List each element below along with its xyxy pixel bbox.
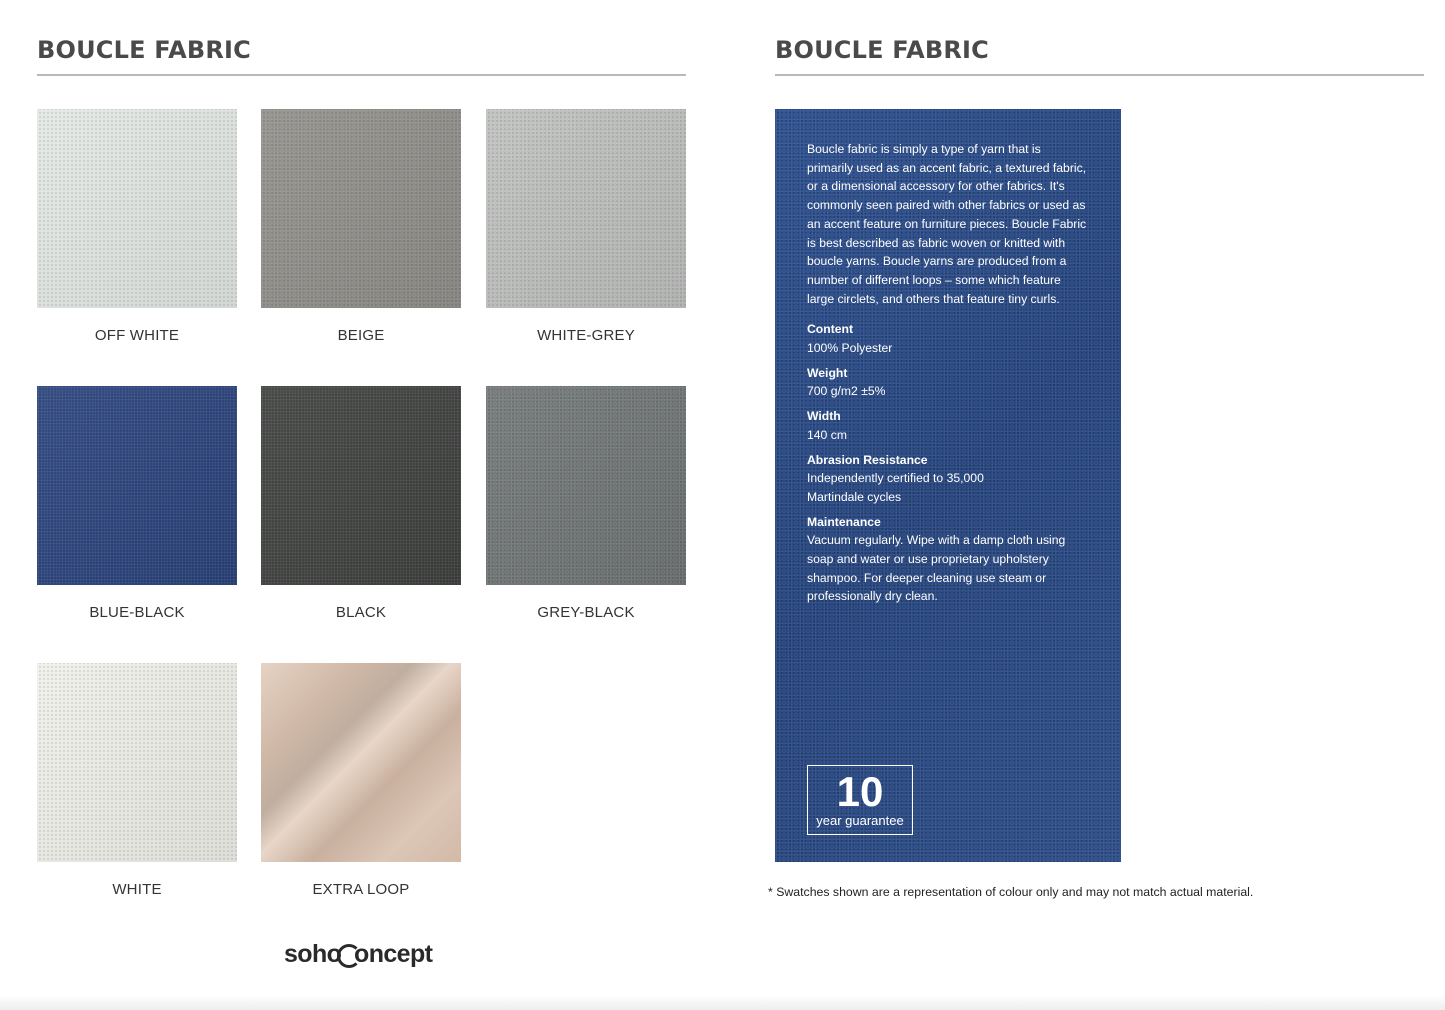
swatch-image xyxy=(261,386,461,585)
spec-value: Independently certified to 35,000 Martindale cycles xyxy=(807,471,984,504)
right-page-title: BOUCLE FABRIC xyxy=(775,36,989,64)
swatch-tile[interactable] xyxy=(486,109,686,344)
swatch-tile[interactable] xyxy=(37,109,237,344)
page-bottom-shadow xyxy=(0,995,1445,1010)
swatch-label: EXTRA LOOP xyxy=(312,881,410,898)
swatch-label: WHITE xyxy=(112,881,162,898)
spec-label: Width xyxy=(807,409,841,424)
spec-value: Vacuum regularly. Wipe with a damp cloth using soap and water or use proprietary upholstery shampoo. For deeper cleaning use steam or professionally dry clean. xyxy=(807,533,1066,604)
spec-width xyxy=(807,407,1089,444)
swatch-tile[interactable] xyxy=(37,663,237,898)
swatch-tile[interactable] xyxy=(37,386,237,621)
spec-content xyxy=(807,320,1089,357)
spec-maintenance xyxy=(807,513,1079,607)
swatch-label: BEIGE xyxy=(337,327,385,344)
spec-value: 100% Polyester xyxy=(807,341,893,356)
swatch-label: GREY-BLACK xyxy=(537,604,635,621)
swatch-label: OFF WHITE xyxy=(94,327,180,344)
spec-abrasion xyxy=(807,451,1007,507)
swatch-tile[interactable] xyxy=(261,109,461,344)
brand-logo-text-part1: soho xyxy=(284,940,342,968)
swatch-label: BLUE-BLACK xyxy=(89,604,185,621)
right-title-divider xyxy=(775,74,1424,76)
swatch-image xyxy=(486,386,686,585)
brand-logo xyxy=(284,940,432,969)
swatch-label: WHITE-GREY xyxy=(537,327,635,344)
fabric-info-panel xyxy=(775,109,1121,862)
swatch-tile[interactable] xyxy=(486,386,686,621)
spec-label: Weight xyxy=(807,365,848,380)
brand-logo-c-ring xyxy=(341,940,354,969)
swatch-tile[interactable] xyxy=(261,386,461,621)
swatch-image xyxy=(37,386,237,585)
swatch-image xyxy=(261,663,461,862)
spec-label: Abrasion Resistance xyxy=(807,452,928,467)
spec-value: 140 cm xyxy=(807,427,847,442)
spec-weight xyxy=(807,364,1089,401)
spec-value: 700 g/m2 ±5% xyxy=(807,384,886,399)
fabric-info-body xyxy=(807,140,1089,612)
left-title-divider xyxy=(37,74,686,76)
swatch-disclaimer: * Swatches shown are a representation of colour only and may not match actual material. xyxy=(768,885,1254,899)
swatch-label: BLACK xyxy=(335,604,387,621)
swatch-image xyxy=(261,109,461,308)
swatch-image xyxy=(37,663,237,862)
brand-logo-text-part2: oncept xyxy=(354,940,433,968)
guarantee-badge xyxy=(807,765,913,835)
spec-label: Content xyxy=(807,322,854,337)
swatch-tile[interactable] xyxy=(261,663,461,898)
spec-label: Maintenance xyxy=(807,514,881,529)
swatch-image xyxy=(37,109,237,308)
fabric-description: Boucle fabric is simply a type of yarn that is primarily used as an accent fabric, a textured fabric, or a dimensional accessory for other fabrics. It's commonly seen paired with other fabrics or used as an accent feature on furniture pieces. Boucle Fabric is best described as fabric woven or knitted with boucle yarns. Boucle yarns are produced from a number of different loops – some which feature large circlets, and others that feature tiny curls. xyxy=(807,142,1087,306)
guarantee-years: 10 xyxy=(836,768,884,815)
guarantee-text: year guarantee xyxy=(816,813,904,828)
swatch-image xyxy=(486,109,686,308)
left-page-title: BOUCLE FABRIC xyxy=(37,36,251,64)
